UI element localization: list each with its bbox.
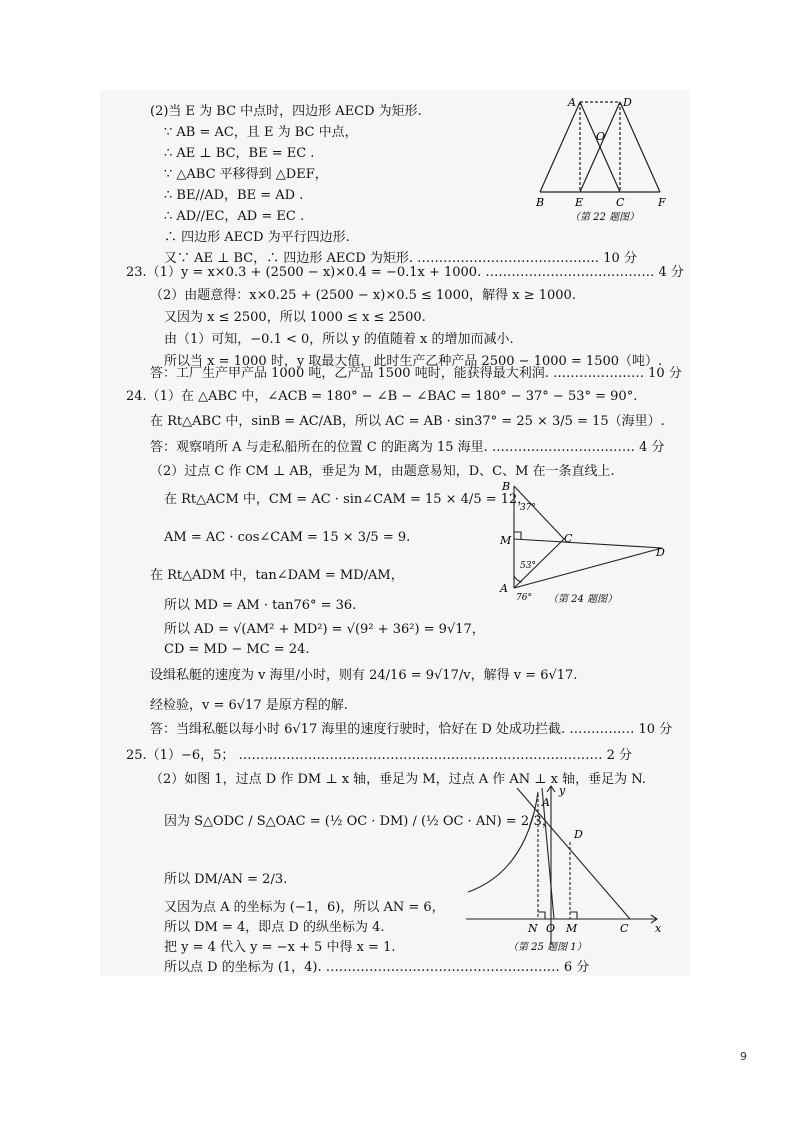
q25-line: 把 y = 4 代入 y = −x + 5 中得 x = 1. [164, 940, 396, 955]
q22-label: C [616, 196, 625, 209]
q24-line: 答：当缉私艇以每小时 6√17 海里的速度行驶时，恰好在 D 处成功拦截. …………… 10 分 [150, 722, 673, 737]
q23-line: 又因为 x ≤ 2500，所以 1000 ≤ x ≤ 2500. [164, 310, 426, 325]
q24-line: CD = MD − MC = 24. [164, 642, 310, 657]
q22-figure [530, 92, 680, 232]
q24-line: AM = AC · cos∠CAM = 15 × 3/5 = 9. [164, 530, 411, 545]
q25-label: A [542, 796, 550, 809]
q25-label: C [620, 922, 629, 935]
q25-line: 所以 DM/AN = 2/3. [164, 872, 288, 887]
q25-label: M [566, 922, 578, 935]
q25-label: x [655, 922, 662, 935]
q24-label: 76° [516, 593, 532, 603]
q25-line: 又因为点 A 的坐标为 (−1，6)，所以 AN = 6， [164, 900, 445, 915]
q22-line: ∵ △ABC 平移得到 △DEF， [164, 167, 328, 182]
q24-line: 在 Rt△ABC 中，sinB = AC/AB，所以 AC = AB · sin37° = 25 × 3/5 = 15（海里）. [150, 414, 665, 429]
q24-line: 所以 MD = AM · tan76° = 36. [164, 598, 357, 613]
q24-line: 经检验，v = 6√17 是原方程的解. [150, 698, 348, 713]
q25-figure [462, 780, 670, 955]
q24-label: B [502, 480, 511, 493]
q22-caption: （第 22 题图） [570, 212, 640, 223]
q23-line: 23.（1）y = x×0.3 + (2500 − x)×0.4 = −0.1x + 1000. ………………………………… 4 分 [126, 265, 684, 280]
q22-label: F [658, 196, 666, 209]
q25-line: 所以 DM = 4，即点 D 的纵坐标为 4. [164, 920, 385, 935]
q22-line: ∴ AD//EC，AD = EC . [164, 209, 305, 224]
q23-line: （2）由题意得：x×0.25 + (2500 − x)×0.5 ≤ 1000，解得 x ≥ 1000. [150, 288, 576, 303]
q25-label: y [559, 784, 566, 797]
q24-figure [492, 476, 682, 611]
q22-line: ∴ 四边形 AECD 为平行四边形. [164, 230, 350, 245]
q25-line: 25.（1）−6，5； ………………………………………………………………………… 2 分 [126, 748, 633, 763]
q24-label: A [500, 582, 508, 595]
q22-label: D [623, 96, 632, 109]
q22-line: ∴ BE//AD，BE = AD . [164, 188, 304, 203]
q24-line: 设缉私艇的速度为 v 海里/小时，则有 24/16 = 9√17/v，解得 v = 6√17. [150, 668, 578, 683]
q25-label: O [546, 922, 556, 935]
q23-line: 答：工厂生产甲产品 1000 吨，乙产品 1500 吨时，能获得最大利润. ………………… 10 分 [150, 366, 682, 381]
q24-line: 24.（1）在 △ABC 中，∠ACB = 180° − ∠B − ∠BAC = 180° − 37° − 53° = 90°. [126, 389, 638, 404]
q22-label: E [575, 196, 584, 209]
q22-line: ∴ AE ⊥ BC，BE = EC . [164, 146, 315, 161]
q24-line: 答：观察哨所 A 与走私船所在的位置 C 的距离为 15 海里. …………………………… 4 分 [150, 440, 665, 455]
q24-line: （2）过点 C 作 CM ⊥ AB，垂足为 M，由题意易知，D、C、M 在一条直线上. [150, 464, 615, 479]
page-number: 9 [740, 1050, 747, 1063]
q22-label: O [596, 130, 606, 143]
q25-line: 所以点 D 的坐标为 (1，4). ……………………………………………… 6 分 [164, 960, 590, 975]
q25-line: 因为 S△ODC / S△OAC = (½ OC · DM) / (½ OC · AN) = 2/3， [164, 814, 555, 829]
q22-line: ∵ AB = AC，且 E 为 BC 中点， [164, 125, 358, 140]
q24-label: 37° [520, 503, 536, 513]
q22-line: 又∵ AE ⊥ BC，∴ 四边形 AECD 为矩形. …………………………………… 10 分 [164, 251, 637, 266]
q24-label: D [656, 546, 665, 559]
q23-line: 所以当 x = 1000 时，y 取最大值，此时生产乙种产品 2500 − 1000 = 1500（吨）. [164, 354, 663, 369]
q24-line: 所以 AD = √(AM² + MD²) = √(9² + 36²) = 9√17， [164, 622, 485, 637]
q22-line: (2)当 E 为 BC 中点时，四边形 AECD 为矩形. [150, 104, 422, 119]
q24-line: 在 Rt△ADM 中，tan∠DAM = MD/AM， [150, 568, 404, 583]
q25-label: N [528, 922, 538, 935]
q22-label: A [568, 96, 576, 109]
q24-label: 53° [520, 561, 536, 571]
q25-caption: （第 25 题图 1） [508, 942, 587, 953]
q22-label: B [536, 196, 545, 209]
q24-label: M [500, 534, 512, 547]
q24-caption: （第 24 题图） [548, 594, 618, 605]
q23-line: 由（1）可知，−0.1 < 0，所以 y 的值随着 x 的增加而减小. [164, 332, 514, 347]
q25-line: （2）如图 1，过点 D 作 DM ⊥ x 轴，垂足为 M，过点 A 作 AN ⊥ x 轴，垂足为 N. [150, 772, 646, 787]
q25-label: D [574, 828, 583, 841]
q24-label: C [564, 532, 573, 545]
q24-line: 在 Rt△ACM 中，CM = AC · sin∠CAM = 15 × 4/5 = 12， [164, 492, 531, 507]
